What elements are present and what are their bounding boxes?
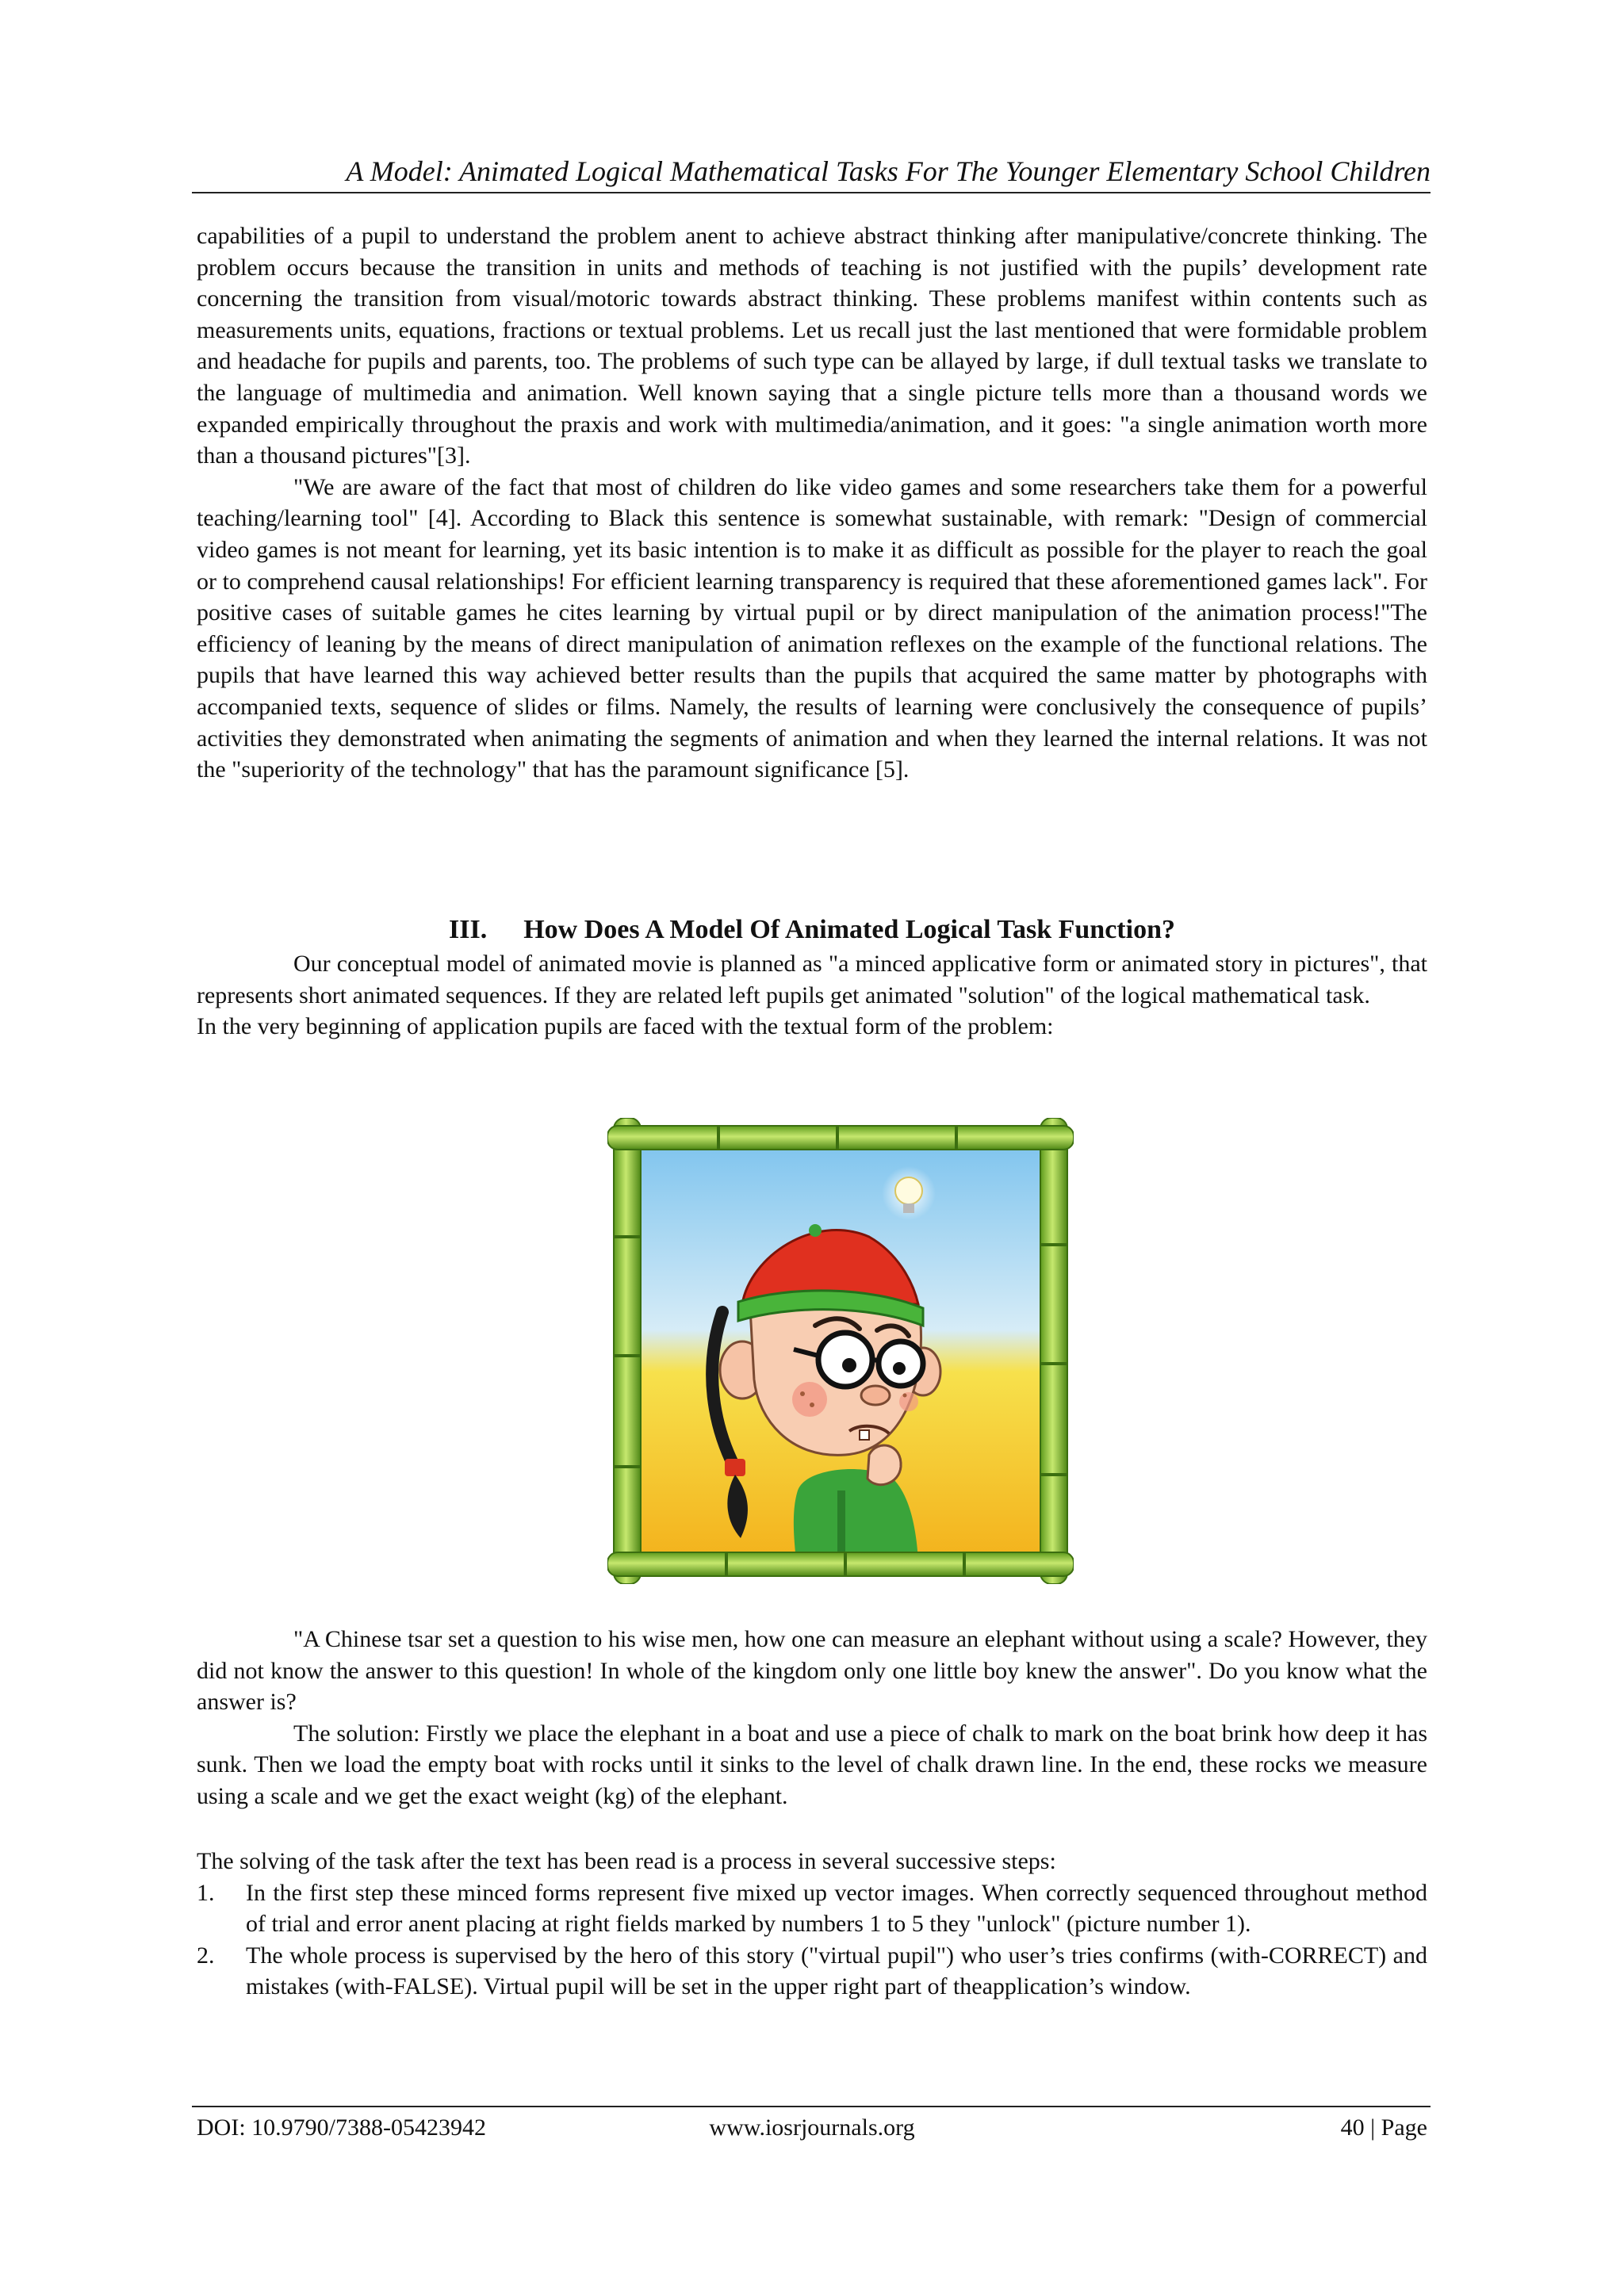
paragraph-7: The solving of the task after the text has been read is a process in several successive steps: [197,1848,1056,1874]
section-title: How Does A Model Of Animated Logical Task Function? [523,915,1175,944]
list-item-number: 1. [197,1879,215,1906]
footer-page-number: 40 | Page [1340,2114,1427,2141]
paragraph-3: Our conceptual model of animated movie is planned as "a minced applicative form or animated story in pictures", that represents short animated sequences. If they are related left pupils get animated "solution" of the logical mathematical task. [197,951,1427,1008]
running-title: A Model: Animated Logical Mathematical Tasks For The Younger Elementary School Children [346,155,1431,187]
paragraph-6: The solution: Firstly we place the elephant in a boat and use a piece of chalk to mark on the boat brink how deep it has sunk. Then we load the empty boat with rocks until it sinks to the level of chalk drawn line. In the end, these rocks we measure using a scale and we get the exact weight (kg) of the elephant. [197,1720,1427,1809]
section-number: III. [449,915,488,944]
paragraph-2: "We are aware of the fact that most of children do like video games and some researchers take them for a powerful teaching/learning tool" [4]. According to Black this sentence is somewhat sustainable, with remark: "Design of commercial video games is not meant for learning, yet its basic intention is to make it as difficult as possible for the player to reach the goal or to comprehend causal relationships! For efficient learning transparency is required that these aforementioned games lack". For positive cases of suitable games he cites learning by virtual pupil or by direct manipulation of the animation process!"The efficiency of leaning by the means of direct manipulation of animation reflexes on the example of the functional relations. The pupils that have learned this way achieved better results than the pupils that acquired the same matter by photographs with accompanied texts, sequence of slides or films. Namely, the results of learning were conclusively the consequence of pupils’ activities they demonstrated when animating the segments of animation and when they learned the internal relations. It was not the "superiority of the technology" that has the paramount significance [5]. [197,473,1427,783]
footer-rule [192,2106,1431,2107]
body-block-2 [197,948,1427,1043]
paragraph-4: In the very beginning of application pupils are faced with the textual form of the problem: [197,1013,1054,1040]
footer-doi: DOI: 10.9790/7388-05423942 [197,2114,486,2141]
steps-list [197,1877,1427,2003]
list-item-text: The whole process is supervised by the hero of this story ("virtual pupil") who user’s tries confirms (with-CORRECT) and mistakes (with-FALSE). Virtual pupil will be set in the upper right part of theapplication’s window. [246,1942,1427,2000]
paragraph-1: capabilities of a pupil to understand the problem anent to achieve abstract thinking after manipulative/concrete thinking. The problem occurs because the transition in units and methods of teaching is not justified with the pupils’ development rate concerning the transition from visual/motoric towards abstract thinking. These problems manifest within contents such as measurements units, equations, fractions or textual problems. Let us recall just the last mentioned that were formidable problem and headache for pupils and parents, too. The problems of such type can be allayed by large, if dull textual tasks we translate to the language of multimedia and animation. Well known saying that a single picture tells more than a thousand words we expanded empirically throughout the praxis and work with multimedia/animation, and it goes: "a single animation worth more than a thousand pictures"[3]. [197,223,1427,469]
footer-website: www.iosrjournals.org [709,2114,915,2141]
figure-cartoon-boy [607,1118,1074,1584]
paragraph-5: "A Chinese tsar set a question to his wise men, how one can measure an elephant without using a scale? However, they did not know the answer to this question! In whole of the kingdom only one little boy knew the answer". Do you know what the answer is? [197,1626,1427,1716]
list-item-text: In the first step these minced forms represent five mixed up vector images. When correctly sequenced throughout method of trial and error anent placing at right fields marked by numbers 1 to 5 they "unlock" (picture number 1). [246,1879,1427,1938]
body-block-3 [197,1624,1427,1812]
body-block-1 [197,220,1427,786]
section-heading [197,913,1427,947]
list-item [197,1877,1427,1940]
cartoon-boy-bamboo-frame-icon [607,1118,1074,1584]
body-block-4 [197,1846,1427,2003]
header-rule [192,192,1431,193]
list-item-number: 2. [197,1942,215,1969]
list-item [197,1940,1427,2003]
